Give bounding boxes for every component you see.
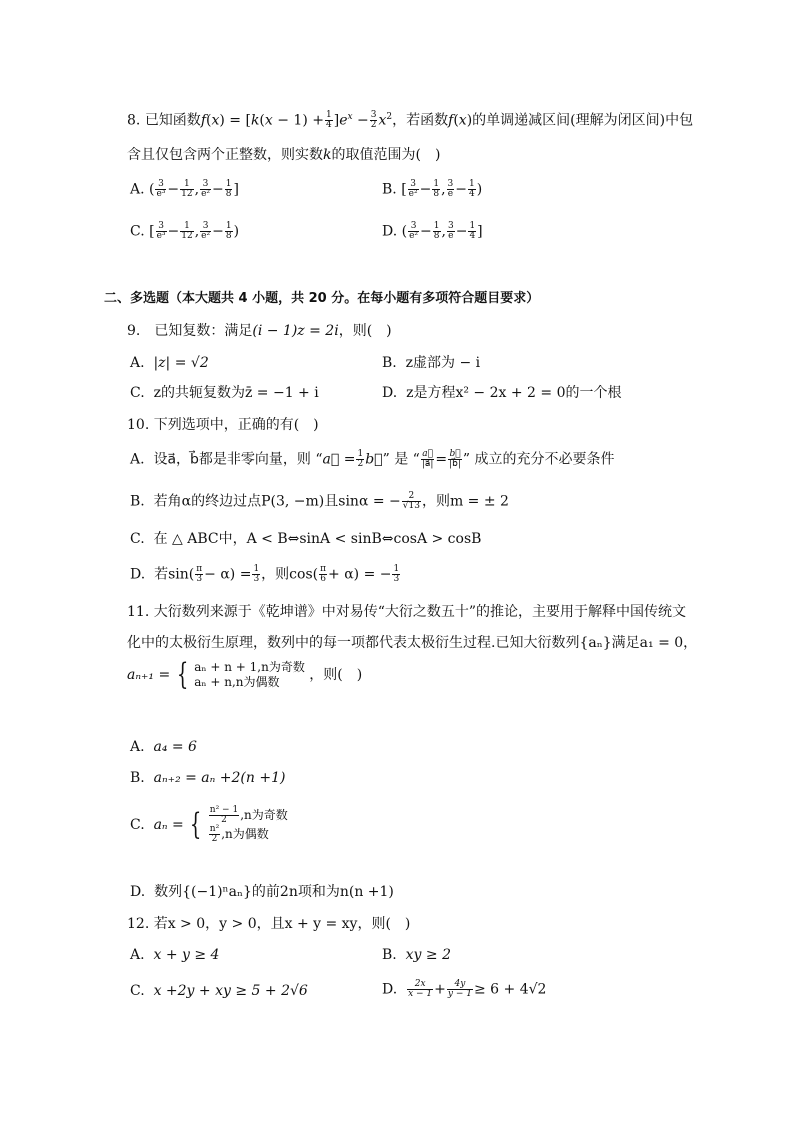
q8-option-c: C. [ $\frac{3}{\text{e³}}$ − $\frac{1}{12}$ , $\frac{3}{\text{e²}}$ − $\frac{1}{8}$ ): [130, 221, 240, 241]
q8-line1: 8. 已知函数f(x) = [k(x − 1) + $\frac{1}{4}$ ]$e^x$ − $\frac{3}{2}$ $x^2$，若函数f(x)的单调递减区间(理解为闭区间)中包: [127, 110, 694, 131]
section-heading-multi-choice: 二、多选题（本大题共 4 小题，共 20 分。在每小题有多项符合题目要求）: [104, 291, 540, 306]
q8-option-a: A. ( $\frac{3}{\text{e³}}$ − $\frac{1}{12}$ , $\frac{3}{\text{e²}}$ − $\frac{1}{8}$ ]: [130, 179, 239, 199]
q12-stem: 12. 若x > 0，y > 0，且x + y = xy，则( ): [127, 916, 411, 932]
q11-line2: 化中的太极衍生原理，数列中的每一项都代表太极衍生过程.已知大衍数列{aₙ}满足a₁ = 0，: [127, 635, 698, 651]
q11-option-c: C. aₙ = { $\frac{\text{n² − 1}}{2}$ ,n为奇数 $\frac{\text{n²}}{2}$ ,n为偶数: [130, 805, 288, 844]
q11-recurrence: aₙ₊₁ = { aₙ + n + 1,n为奇数 aₙ + n,n为偶数 ，则( ): [127, 657, 363, 692]
q8-option-b: B. [ $\frac{3}{\text{e²}}$ − $\frac{1}{8}$ , $\frac{3}{e}$ − $\frac{1}{4}$ ): [382, 179, 483, 199]
q10-option-d: D. 若sin( $\frac{\pi}{3}$ − α) = $\frac{1}{3}$ ，则cos( $\frac{\pi}{6}$ + α) = − $\frac{1}{3}$: [130, 564, 400, 584]
q10-option-b: B. 若角α的终边过点P(3, −m)且sinα = − $\frac{2}{√13}$ ，则m = ± 2: [130, 491, 509, 511]
q9-option-d: D. z是方程x² − 2x + 2 = 0的一个根: [382, 385, 622, 401]
q8-option-d: D. ( $\frac{3}{\text{e²}}$ − $\frac{1}{8}$ , $\frac{3}{e}$ − $\frac{1}{4}$ ]: [382, 221, 483, 241]
q10-stem: 10. 下列选项中，正确的有( ): [127, 417, 319, 433]
q12-option-a: A. x + y ≥ 4: [130, 947, 220, 963]
q10-option-a: A. 设a⃗，b⃗都是非零向量，则 “a⃗ = $\frac{1}{2}$ b⃗” 是 “ $\frac{a⃗}{|a⃗|}$ = $\frac{b⃗}{|b⃗|}$ ” 成立的充分不必要条件: [130, 449, 615, 469]
q11-option-b: B. aₙ₊₂ = aₙ +2(n +1): [130, 770, 286, 786]
q11-line1: 11. 大衍数列来源于《乾坤谱》中对易传“大衍之数五十”的推论，主要用于解释中国传统文: [127, 604, 687, 620]
q12-option-b: B. xy ≥ 2: [382, 947, 451, 963]
q11-option-d: D. 数列{(−1)ⁿaₙ}的前2n项和为n(n +1): [130, 884, 394, 900]
q12-option-d: D. $\frac{2x}{x - 1}$ + $\frac{4y}{y - 1}$ ≥ 6 + 4√2: [382, 979, 547, 999]
q9-option-c: C. z的共轭复数为z̄ = −1 + i: [130, 385, 319, 401]
q9-option-b: B. z虚部为 − i: [382, 355, 481, 371]
q11-option-a: A. a₄ = 6: [130, 739, 197, 755]
q12-option-c: C. x +2y + xy ≥ 5 + 2√6: [130, 983, 308, 999]
q9-stem: 9. 已知复数：满足(i − 1)z = 2i，则( ): [127, 323, 392, 339]
q8-line2: 含且仅包含两个正整数，则实数k的取值范围为( ): [127, 147, 441, 163]
q10-option-c: C. 在 △ ABC中，A < B⇔sinA < sinB⇔cosA > cosB: [130, 531, 482, 547]
q9-option-a: A. |z| = √2: [130, 355, 209, 371]
